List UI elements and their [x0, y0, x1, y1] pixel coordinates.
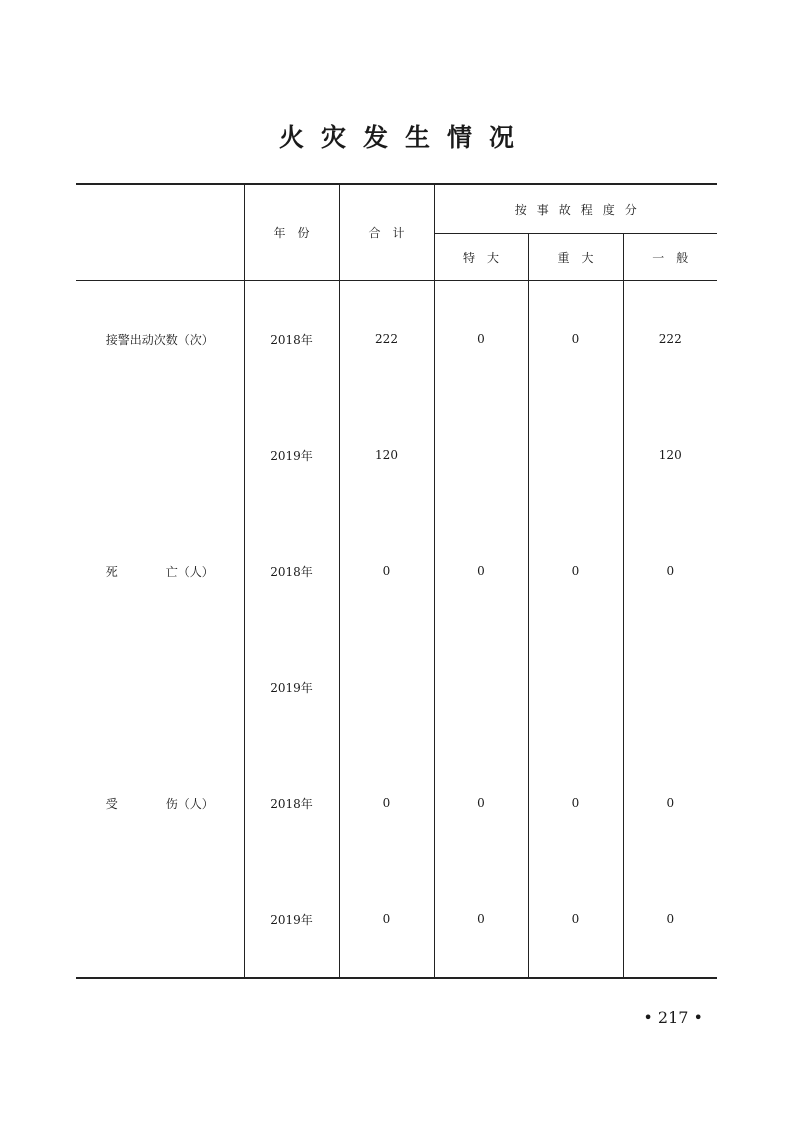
table-row: [76, 513, 717, 629]
cell-major: 0: [528, 861, 623, 978]
cell-special: 0: [434, 513, 528, 629]
table-row: [76, 397, 717, 513]
cell-total: 0: [339, 745, 434, 861]
cell-total: 0: [339, 513, 434, 629]
cell-major: [528, 397, 623, 513]
table-row: [76, 281, 717, 398]
cell-special: [434, 629, 528, 745]
row-label-deaths: 死 亡（人）: [105, 564, 214, 579]
cell-general: 0: [623, 745, 717, 861]
cell-general: 0: [623, 861, 717, 978]
cell-special: 0: [434, 281, 528, 398]
cell-major: [528, 629, 623, 745]
cell-year: 2019年: [244, 629, 339, 745]
cell-year: 2018年: [244, 513, 339, 629]
page-title: 火灾发生情况: [278, 123, 531, 152]
cell-year: 2018年: [244, 281, 339, 398]
header-severity-general: 一 般: [623, 234, 717, 281]
cell-year: 2019年: [244, 861, 339, 978]
row-label-empty: [76, 397, 244, 513]
cell-total: 120: [339, 397, 434, 513]
row-label-injuries: 受 伤（人）: [105, 796, 214, 811]
header-total: 合 计: [339, 184, 434, 281]
table-row: [76, 629, 717, 745]
row-label-empty: [76, 629, 244, 745]
cell-general: 0: [623, 513, 717, 629]
cell-special: [434, 397, 528, 513]
cell-major: 0: [528, 513, 623, 629]
cell-special: 0: [434, 745, 528, 861]
cell-total: 222: [339, 281, 434, 398]
cell-total: 0: [339, 861, 434, 978]
header-year: 年 份: [244, 184, 339, 281]
row-label-alarm-dispatches: 接警出动次数（次）: [105, 332, 214, 347]
header-by-severity: 按事故程度分: [434, 184, 717, 234]
header-severity-major: 重 大: [528, 234, 623, 281]
header-severity-special: 特 大: [434, 234, 528, 281]
fire-statistics-table: [76, 183, 717, 979]
cell-year: 2018年: [244, 745, 339, 861]
cell-year: 2019年: [244, 397, 339, 513]
cell-special: 0: [434, 861, 528, 978]
cell-total: [339, 629, 434, 745]
cell-general: 120: [623, 397, 717, 513]
row-label-empty: [76, 861, 244, 978]
header-blank-cell: [76, 184, 244, 281]
cell-general: 222: [623, 281, 717, 398]
table-row: [76, 861, 717, 978]
cell-general: [623, 629, 717, 745]
table-row: [76, 745, 717, 861]
cell-major: 0: [528, 745, 623, 861]
page-number: • 217 •: [643, 1008, 703, 1027]
cell-major: 0: [528, 281, 623, 398]
